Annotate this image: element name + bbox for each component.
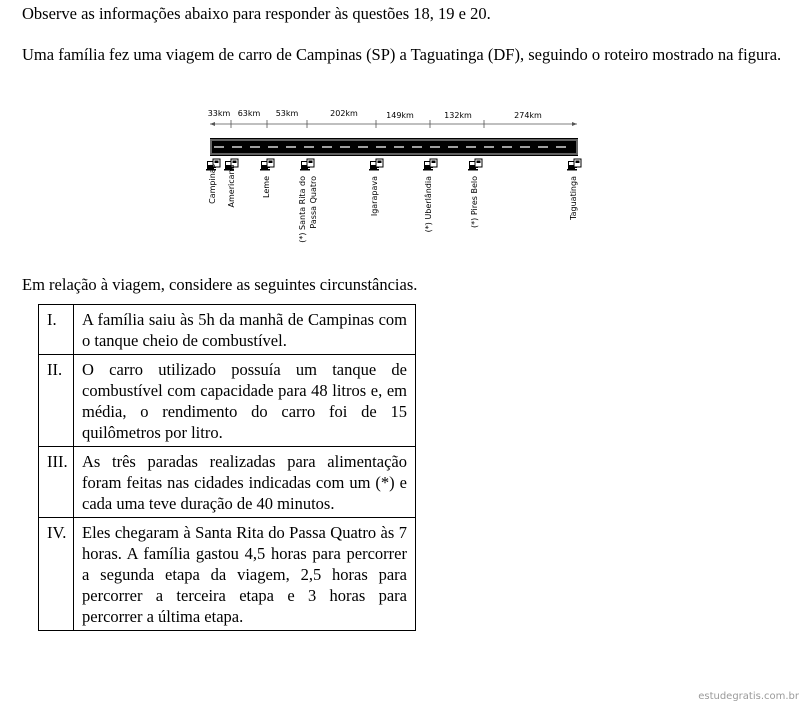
- city-label-santa-rita-line2: Passa Quatro: [309, 176, 318, 229]
- gas-pump-icon: [574, 159, 581, 167]
- table-row: [39, 305, 416, 355]
- row-number: IV.: [39, 518, 74, 631]
- route-diagram: [0, 0, 805, 260]
- city-label-uberlandia: (*) Uberlândia: [424, 176, 433, 233]
- table-row: [39, 518, 416, 631]
- table-row: [39, 355, 416, 447]
- gas-pump-icon: [376, 159, 383, 167]
- relacao-text: Em relação à viagem, considere as seguintes circunstâncias.: [22, 275, 418, 294]
- row-text: O carro utilizado possuía um tanque de combustível com capacidade para 48 litros e, em média, o rendimento do carro foi de 15 quilômetros por litro.: [74, 355, 416, 447]
- circumstances-table: [38, 304, 416, 631]
- city-label-santa-rita-line1: (*) Santa Rita do: [298, 176, 307, 243]
- city-label-campinas: Campinas: [208, 164, 217, 204]
- city-label-leme: Leme: [262, 176, 271, 198]
- gas-pump-icon: [430, 159, 437, 167]
- intro-text: Observe as informações abaixo para responder às questões 18, 19 e 20.: [22, 4, 491, 23]
- row-number: III.: [39, 447, 74, 518]
- dimension-arrow-right: [572, 122, 577, 126]
- city-label-pires-belo: (*) Pires Belo: [470, 176, 479, 228]
- segment-label-2: 63km: [237, 109, 261, 118]
- description-text: Uma família fez uma viagem de carro de Campinas (SP) a Taguatinga (DF), seguindo o roteiro mostrado na figura.: [22, 45, 782, 64]
- gas-pump-icon: [267, 159, 274, 167]
- segment-label-6: 132km: [444, 111, 472, 120]
- dimension-arrow-left: [210, 122, 215, 126]
- table-row: [39, 447, 416, 518]
- segment-label-7: 274km: [514, 111, 542, 120]
- watermark: estudegratis.com.br: [698, 691, 799, 702]
- row-text: Eles chegaram à Santa Rita do Passa Quatro às 7 horas. A família gastou 4,5 horas para percorrer a segunda etapa da viagem, 2,5 horas para percorrer a terceira etapa e 3 horas para percorrer a última etapa.: [74, 518, 416, 631]
- gas-pump-icon: [307, 159, 314, 167]
- city-label-igarapava: Igarapava: [370, 176, 379, 217]
- row-number: I.: [39, 305, 74, 355]
- row-text: A família saiu às 5h da manhã de Campinas com o tanque cheio de combustível.: [74, 305, 416, 355]
- city-label-americana: Americana: [227, 164, 236, 208]
- segment-label-4: 202km: [330, 109, 358, 118]
- segment-label-5: 149km: [386, 111, 414, 120]
- city-markers: [206, 159, 581, 171]
- segment-label-3: 53km: [275, 109, 299, 118]
- row-text: As três paradas realizadas para alimentação foram feitas nas cidades indicadas com um (*) e cada uma teve duração de 40 minutos.: [74, 447, 416, 518]
- gas-pump-icon: [475, 159, 482, 167]
- city-label-taguatinga: Taguatinga: [569, 176, 578, 220]
- row-number: II.: [39, 355, 74, 447]
- segment-label-1: 33km: [207, 109, 231, 118]
